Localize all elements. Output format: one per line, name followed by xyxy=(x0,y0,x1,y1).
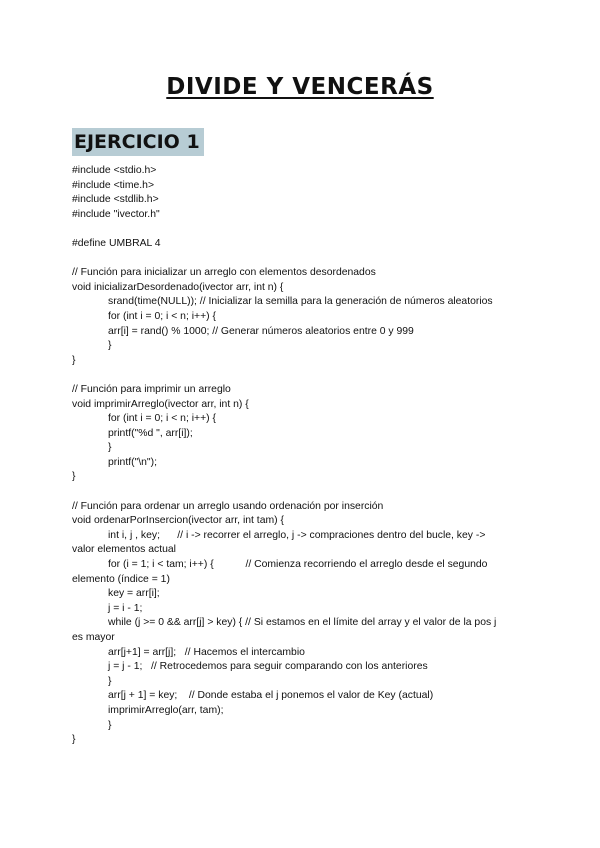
code-block xyxy=(72,164,542,748)
code-line: imprimirArreglo(arr, tam); xyxy=(108,704,224,716)
blank-line xyxy=(72,368,542,383)
code-line: #include <stdlib.h> xyxy=(72,194,159,206)
code-line: void ordenarPorInsercion(ivector arr, int tam) { xyxy=(72,515,284,527)
code-line: while (j >= 0 && arr[j] > key) { // Si estamos en el límite del array y el valor de la pos j xyxy=(108,617,497,629)
code-line: printf("%d ", arr[i]); xyxy=(108,427,193,439)
code-line: j = j - 1; // Retrocedemos para seguir comparando con los anteriores xyxy=(108,661,428,673)
code-comment: // Función para inicializar un arreglo con elementos desordenados xyxy=(72,267,376,279)
section-heading: EJERCICIO 1 xyxy=(72,128,204,156)
code-line: } xyxy=(108,442,112,454)
code-line: #include "ivector.h" xyxy=(72,208,160,220)
code-line: arr[j+1] = arr[j]; // Hacemos el intercambio xyxy=(108,646,305,658)
code-comment: // Función para imprimir un arreglo xyxy=(72,383,231,395)
code-line: int i, j , key; // i -> recorrer el arreglo, j -> compraciones dentro del bucle, key -> xyxy=(108,529,486,541)
code-line-wrap: valor elementos actual xyxy=(72,544,176,556)
code-line: j = i - 1; xyxy=(108,602,143,614)
code-line: } xyxy=(108,340,112,352)
code-line: } xyxy=(72,734,76,746)
blank-line xyxy=(72,222,542,237)
code-line: key = arr[i]; xyxy=(108,588,160,600)
code-line: #define UMBRAL 4 xyxy=(72,237,161,249)
document-title xyxy=(0,74,600,100)
blank-line xyxy=(72,485,542,500)
code-line-wrap: es mayor xyxy=(72,632,115,643)
code-comment: // Función para ordenar un arreglo usando ordenación por inserción xyxy=(72,500,384,512)
code-line: #include <time.h> xyxy=(72,179,155,191)
code-line: srand(time(NULL)); // Inicializar la semilla para la generación de números aleatorios xyxy=(108,296,493,308)
code-line: for (int i = 0; i < n; i++) { xyxy=(108,413,217,425)
code-line: #include <stdio.h> xyxy=(72,165,157,176)
code-line: void inicializarDesordenado(ivector arr, int n) { xyxy=(72,281,284,293)
document-title-text: DIVIDE Y VENCERÁS xyxy=(166,74,434,100)
code-line: arr[j + 1] = key; // Donde estaba el j ponemos el valor de Key (actual) xyxy=(108,690,434,702)
code-line: } xyxy=(72,471,76,483)
code-line-wrap: elemento (índice = 1) xyxy=(72,573,170,585)
code-line: } xyxy=(108,675,112,687)
blank-line xyxy=(72,252,542,267)
code-line: for (i = 1; i < tam; i++) { // Comienza recorriendo el arreglo desde el segundo xyxy=(108,559,488,571)
code-line: printf("\n"); xyxy=(108,456,157,468)
code-line: arr[i] = rand() % 1000; // Generar números aleatorios entre 0 y 999 xyxy=(108,325,414,337)
code-line: void imprimirArreglo(ivector arr, int n) { xyxy=(72,398,249,410)
code-line: for (int i = 0; i < n; i++) { xyxy=(108,310,217,322)
code-line: } xyxy=(72,354,76,366)
code-line: } xyxy=(108,719,112,731)
